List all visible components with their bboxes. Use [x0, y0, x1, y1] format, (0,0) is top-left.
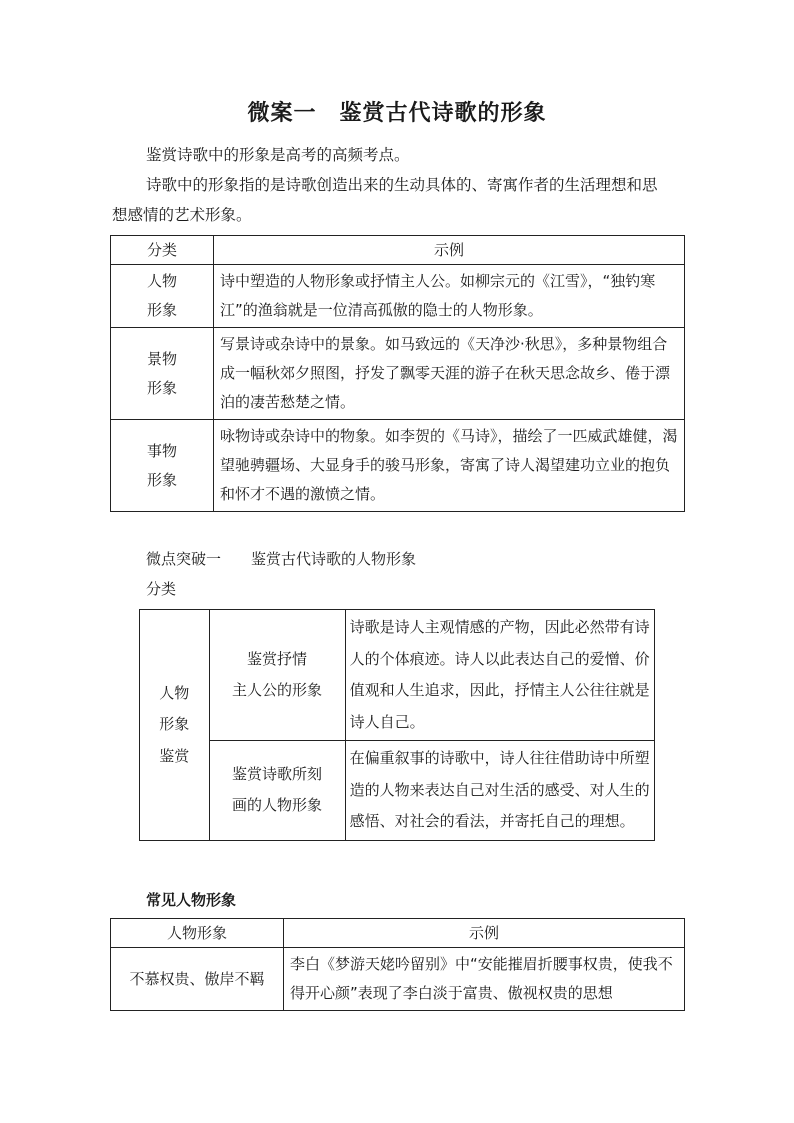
type-cell: [209, 741, 345, 841]
example-cell: 写景诗或杂诗中的景象。如马致远的《天净沙·秋思》，多种景物组合成一幅秋郊夕照图，抒发了飘零天涯的游子在秋天思念故乡、倦于漂泊的凄苦愁楚之情。: [214, 328, 685, 420]
intro-paragraph-1: 鉴赏诗歌中的形象是高考的高频考点。: [146, 146, 410, 164]
page-title: 微案一 鉴赏古代诗歌的形象: [247, 100, 547, 126]
table-row: [140, 610, 655, 741]
classification-table: [110, 235, 685, 512]
type-label: 鉴赏抒情: [247, 649, 308, 668]
table-row: [111, 328, 685, 420]
table-header-row: [111, 919, 685, 948]
type-label: 画的人物形象: [232, 796, 323, 815]
category-cell: [111, 420, 214, 512]
type-label: 鉴赏诗歌所刻: [232, 764, 323, 783]
intro-paragraph-2-line-2: 想感情的艺术形象。: [112, 206, 252, 224]
category-label: 景物: [146, 349, 177, 368]
table-row: [111, 265, 685, 328]
description-cell: 在偏重叙事的诗歌中，诗人往往借助诗中所塑造的人物来表达自己对生活的感受、对人生的感悟、对社会的看法，并寄托自己的理想。: [345, 741, 654, 841]
header-category: 分类: [111, 236, 214, 265]
header-example: 示例: [284, 919, 685, 948]
example-cell: 李白《梦游天姥吟留别》中“安能摧眉折腰事权贵，使我不得开心颜”表现了李白淡于富贵、傲视权贵的思想: [284, 948, 685, 1011]
category-label: 形象: [146, 301, 177, 319]
group-label: 形象: [159, 715, 190, 733]
table-header-row: [111, 236, 685, 265]
section-heading: 微点突破一 鉴赏古代诗歌的人物形象: [146, 550, 417, 568]
category-label: 形象: [146, 470, 177, 489]
section-subheading: 分类: [146, 580, 177, 598]
header-image-type: 人物形象: [111, 919, 284, 948]
table-row: [140, 741, 655, 841]
example-cell: 诗中塑造的人物形象或抒情主人公。如柳宗元的《江雪》，“独钓寒江”的渔翁就是一位清高孤傲的隐士的人物形象。: [214, 265, 685, 328]
group-cell: [140, 610, 210, 841]
description-cell: 诗歌是诗人主观情感的产物，因此必然带有诗人的个体痕迹。诗人以此表达自己的爱憎、价值观和人生追求，因此，抒情主人公往往就是诗人自己。: [345, 610, 654, 741]
header-example: 示例: [214, 236, 685, 265]
type-label: 主人公的形象: [232, 681, 323, 699]
category-cell: [111, 328, 214, 420]
table-row: [111, 420, 685, 512]
group-label: 人物: [159, 683, 190, 702]
example-cell: 咏物诗或杂诗中的物象。如李贺的《马诗》，描绘了一匹威武雄健，渴望驰骋疆场、大显身手的骏马形象，寄寓了诗人渴望建功立业的抱负和怀才不遇的激愤之情。: [214, 420, 685, 512]
group-label: 鉴赏: [159, 746, 190, 765]
table-row: [111, 948, 685, 1011]
type-cell: [209, 610, 345, 741]
intro-paragraph-2-line-1: 诗歌中的形象指的是诗歌创造出来的生动具体的、寄寓作者的生活理想和思: [146, 176, 658, 194]
section-subheading: 常见人物形象: [146, 891, 237, 909]
common-images-table: [110, 918, 685, 1011]
category-label: 人物: [146, 272, 177, 290]
category-label: 事物: [146, 441, 177, 460]
category-cell: [111, 265, 214, 328]
category-label: 形象: [146, 378, 177, 397]
image-type-cell: 不慕权贵、傲岸不羁: [111, 948, 284, 1011]
character-image-table: [139, 609, 655, 841]
